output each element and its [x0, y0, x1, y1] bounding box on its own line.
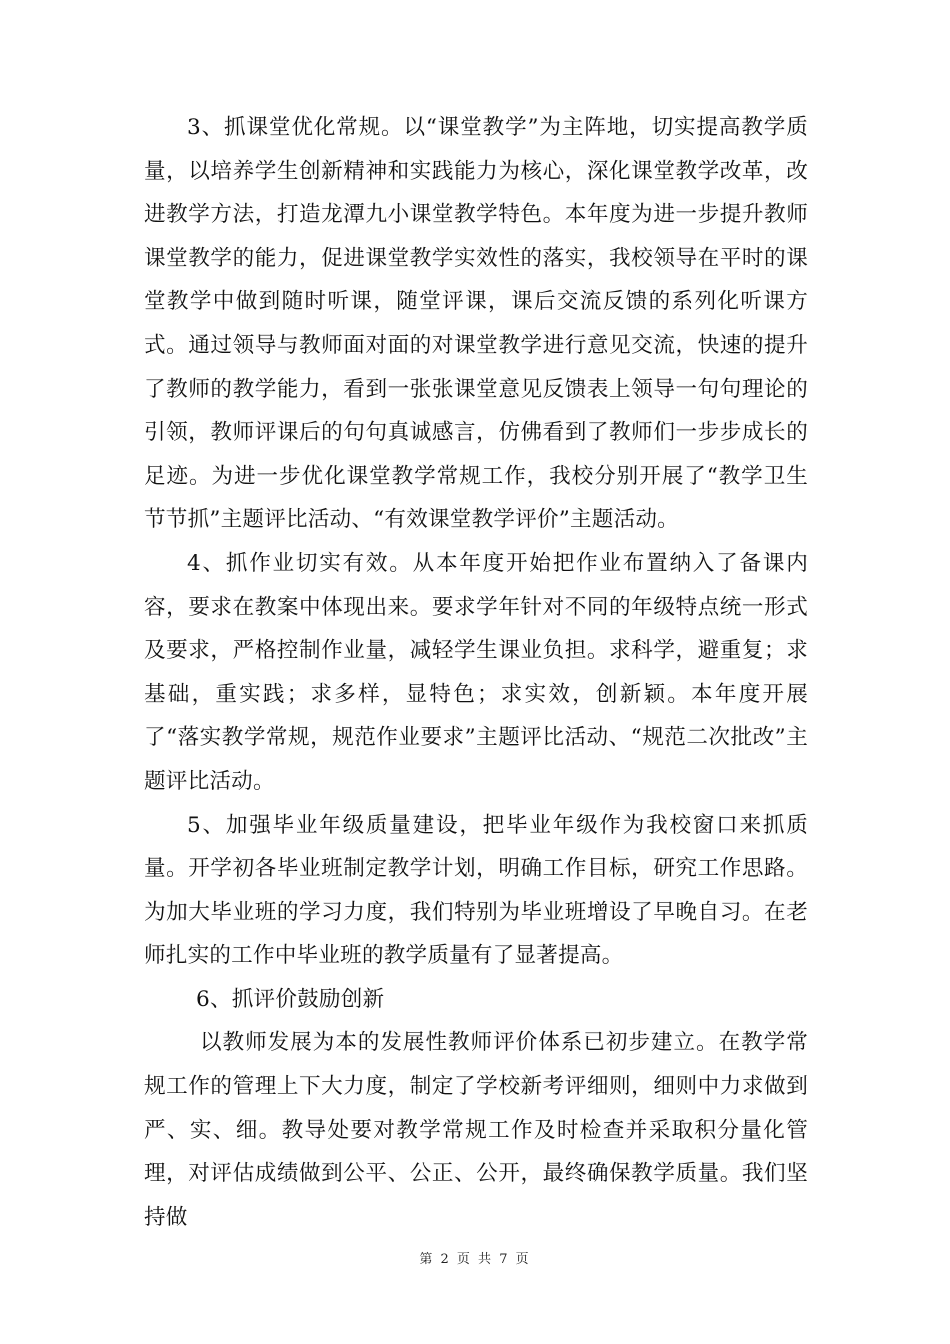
paragraph-graduating-grade: 5、加强毕业年级质量建设，把毕业年级作为我校窗口来抓质量。开学初各毕业班制定教学计划，明确工作目标，研究工作思路。为加大毕业班的学习力度，我们特别为毕业班增设了早晚自习。在老师扎实的工作中毕业班的教学质量有了显著提高。	[144, 812, 808, 969]
section-heading-evaluation: 6、抓评价鼓励创新	[196, 986, 385, 1012]
document-body	[144, 106, 808, 1239]
paragraph-classroom-optimization: 3、抓课堂优化常规。以“课堂教学”为主阵地，切实提高教学质量，以培养学生创新精神和实践能力为核心，深化课堂教学改革，改进教学方法，打造龙潭九小课堂教学特色。本年度为进一步提升教师课堂教学的能力，促进课堂教学实效性的落实，我校领导在平时的课堂教学中做到随时听课，随堂评课，课后交流反馈的系列化听课方式。通过领导与教师面对面的对课堂教学进行意见交流，快速的提升了教师的教学能力，看到一张张课堂意见反馈表上领导一句句理论的引领，教师评课后的句句真诚感言，仿佛看到了教师们一步步成长的足迹。为进一步优化课堂教学常规工作，我校分别开展了“教学卫生节节抓”主题评比活动、“有效课堂教学评价”主题活动。	[144, 115, 808, 533]
page-footer: 第 2 页 共 7 页	[419, 1252, 531, 1267]
paragraph-teacher-evaluation: 以教师发展为本的发展性教师评价体系已初步建立。在教学常规工作的管理上下大力度，制定了学校新考评细则，细则中力求做到严、实、细。教导处要对教学常规工作及时检查并采取积分量化管理，对评估成绩做到公平、公正、公开，最终确保教学质量。我们坚持做	[144, 1030, 808, 1230]
paragraph-homework: 4、抓作业切实有效。从本年度开始把作业布置纳入了备课内容，要求在教案中体现出来。要求学年针对不同的年级特点统一形式及要求，严格控制作业量，减轻学生课业负担。求科学，避重复；求基础，重实践；求多样，显特色；求实效，创新颖。本年度开展了“落实教学常规，规范作业要求”主题评比活动、“规范二次批改”主题评比活动。	[144, 550, 808, 794]
